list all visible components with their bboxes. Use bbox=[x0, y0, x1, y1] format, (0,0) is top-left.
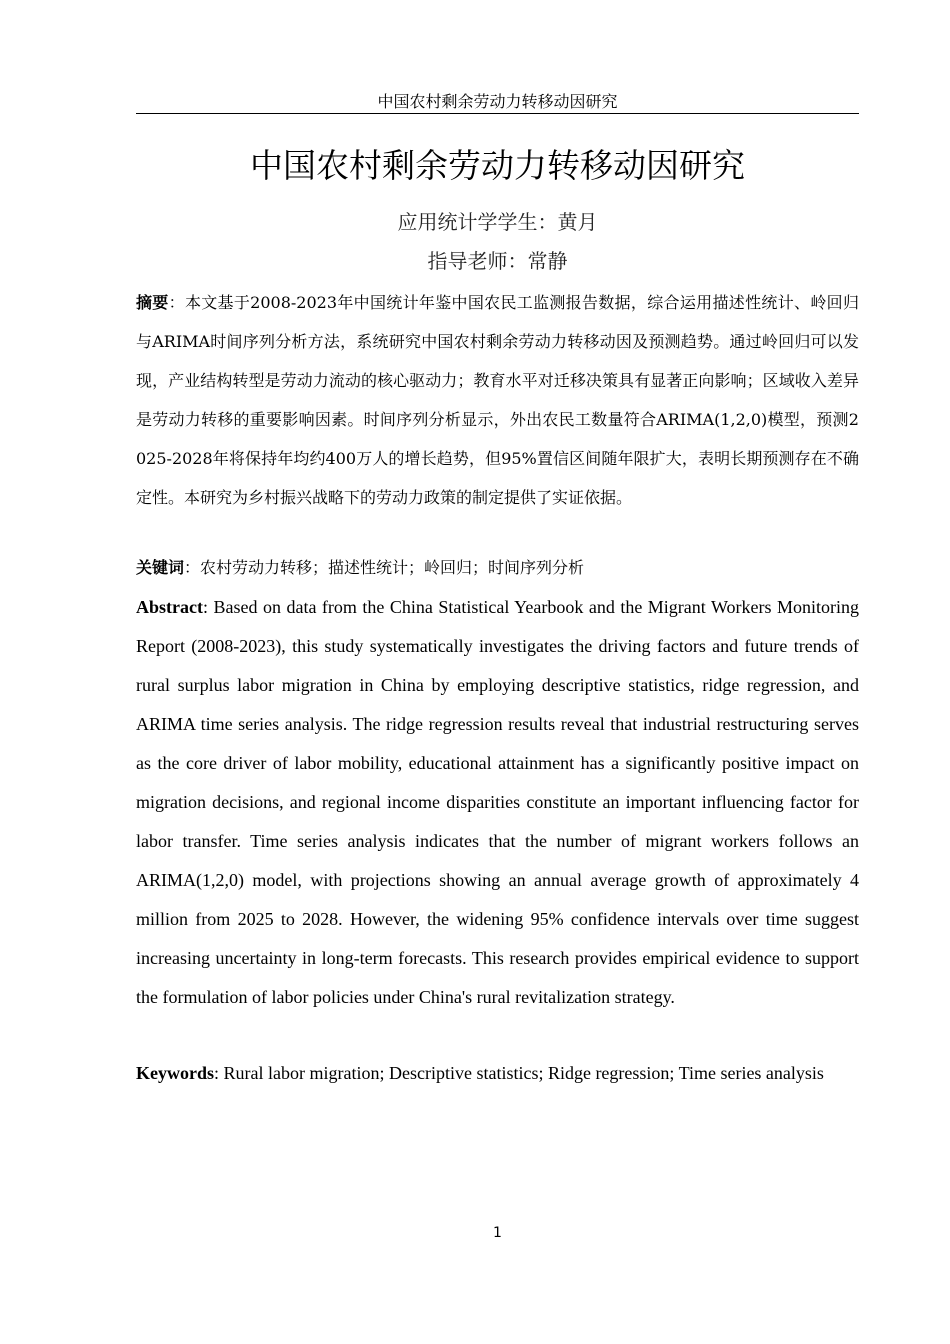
advisor-line: 指导老师：常静 bbox=[427, 249, 568, 273]
header-rule bbox=[136, 113, 859, 114]
english-abstract-separator: : bbox=[202, 597, 214, 617]
english-keywords bbox=[136, 1054, 859, 1093]
chinese-keywords bbox=[136, 553, 859, 583]
paper-title: 中国农村剩余劳动力转移动因研究 bbox=[250, 146, 745, 185]
chinese-abstract-separator: ： bbox=[168, 293, 185, 312]
author-line: 应用统计学学生：黄月 bbox=[397, 210, 598, 234]
page-number: 1 bbox=[493, 1225, 502, 1241]
chinese-keywords-separator: ： bbox=[184, 558, 201, 577]
english-abstract-label: Abstract bbox=[136, 597, 203, 617]
chinese-abstract-label: 摘要 bbox=[136, 293, 169, 312]
english-abstract-text: Based on data from the China Statistical Yearbook and the Migrant Workers Monitoring Report (2008-2023), this study systematically investigates the driving factors and future trends of rural surplus labor migration in China by employing descriptive statistics, ridge regression, and ARIMA time series analysis. The ridge regression results reveal that industrial restructuring serves as the core driver of labor mobility, educational attainment has a significantly positive impact on migration decisions, and regional income disparities constitute an important influencing factor for labor transfer. Time series analysis indicates that the number of migrant workers follows an ARIMA(1,2,0) model, with projections showing an annual average growth of approximately 4 million from 2025 to 2028. However, the widening 95% confidence intervals over time suggest increasing uncertainty in long-term forecasts. This research provides empirical evidence to support the formulation of labor policies under China's rural revitalization strategy. bbox=[136, 597, 859, 1007]
chinese-abstract bbox=[136, 283, 859, 517]
english-keywords-text: Rural labor migration; Descriptive statistics; Ridge regression; Time series analysis bbox=[223, 1063, 824, 1083]
chinese-abstract-text: 本文基于2008-2023年中国统计年鉴中国农民工监测报告数据，综合运用描述性统计、岭回归与ARIMA时间序列分析方法，系统研究中国农村剩余劳动力转移动因及预测趋势。通过岭回归可以发现，产业结构转型是劳动力流动的核心驱动力；教育水平对迁移决策具有显著正向影响；区域收入差异是劳动力转移的重要影响因素。时间序列分析显示，外出农民工数量符合ARIMA(1,2,0)模型，预测2025-2028年将保持年均约400万人的增长趋势，但95%置信区间随年限扩大，表明长期预测存在不确定性。本研究为乡村振兴战略下的劳动力政策的制定提供了实证依据。 bbox=[136, 293, 859, 507]
running-header: 中国农村剩余劳动力转移动因研究 bbox=[377, 92, 618, 111]
chinese-keywords-label: 关键词 bbox=[136, 558, 185, 577]
english-keywords-separator: : bbox=[214, 1063, 224, 1083]
chinese-keywords-text: 农村劳动力转移；描述性统计；岭回归；时间序列分析 bbox=[200, 558, 585, 577]
paper-page bbox=[136, 0, 859, 1344]
english-abstract bbox=[136, 588, 859, 1017]
english-keywords-label: Keywords bbox=[136, 1063, 214, 1083]
